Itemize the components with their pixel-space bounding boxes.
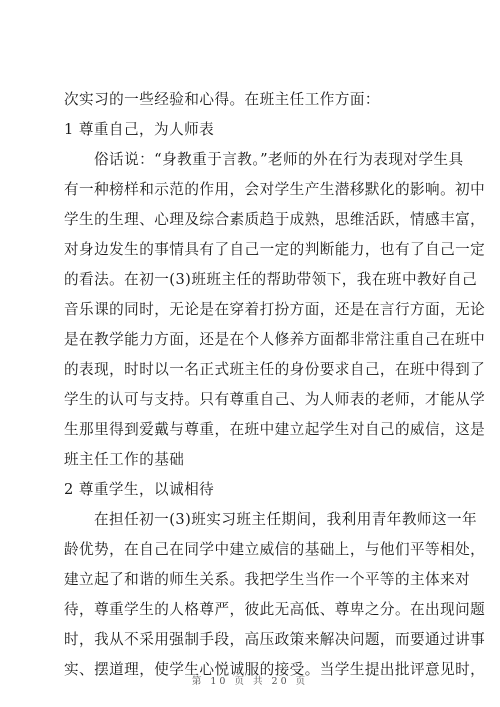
paragraph-line: 实、摆道理，使学生心悦诚服的接受。当学生提出批评意见时， xyxy=(64,661,486,678)
paragraph-line: 的表现，时时以一名正式班主任的身份要求自己，在班中得到了 xyxy=(64,361,486,378)
paragraph-line: 的看法。在初一(3)班班主任的帮助带领下，我在班中教好自己 xyxy=(64,271,478,288)
paragraph-line: 俗话说：“身教重于言教。”老师的外在行为表现对学生具 xyxy=(94,151,464,168)
paragraph-line: 时，我从不采用强制手段，高压政策来解决问题，而要通过讲事 xyxy=(64,631,486,648)
paragraph-line: 学生的生理、心理及综合素质趋于成熟，思维活跃，情感丰富， xyxy=(64,211,486,228)
section-heading: 2 尊重学生，以诚相待 xyxy=(64,481,215,498)
paragraph-line: 待，尊重学生的人格尊严，彼此无高低、尊卑之分。在出现问题 xyxy=(64,601,486,618)
paragraph-line: 有一种榜样和示范的作用，会对学生产生潜移默化的影响。初中 xyxy=(64,181,486,198)
paragraph-line: 在担任初一(3)班实习班主任期间，我利用青年教师这一年 xyxy=(94,511,478,528)
paragraph-line: 学生的认可与支持。只有尊重自己、为人师表的老师，才能从学 xyxy=(64,391,486,408)
page-footer: 第 10 页 共 20 页 xyxy=(191,676,309,687)
paragraph-line: 建立起了和谐的师生关系。我把学生当作一个平等的主体来对 xyxy=(64,571,471,588)
paragraph-line: 对身边发生的事情具有了自己一定的判断能力，也有了自己一定 xyxy=(64,241,486,258)
paragraph-line: 是在教学能力方面，还是在个人修养方面都非常注重自己在班中 xyxy=(64,331,486,348)
section-heading: 1 尊重自己，为人师表 xyxy=(64,121,215,138)
paragraph-line: 班主任工作的基础 xyxy=(64,451,185,468)
paragraph-line: 生那里得到爱戴与尊重，在班中建立起学生对自己的威信，这是 xyxy=(64,421,486,438)
paragraph-line: 龄优势，在自己在同学中建立威信的基础上，与他们平等相处， xyxy=(64,541,486,558)
paragraph-line: 音乐课的同时，无论是在穿着打扮方面，还是在言行方面，无论 xyxy=(64,301,486,318)
paragraph-line: 次实习的一些经验和心得。在班主任工作方面： xyxy=(64,91,380,108)
